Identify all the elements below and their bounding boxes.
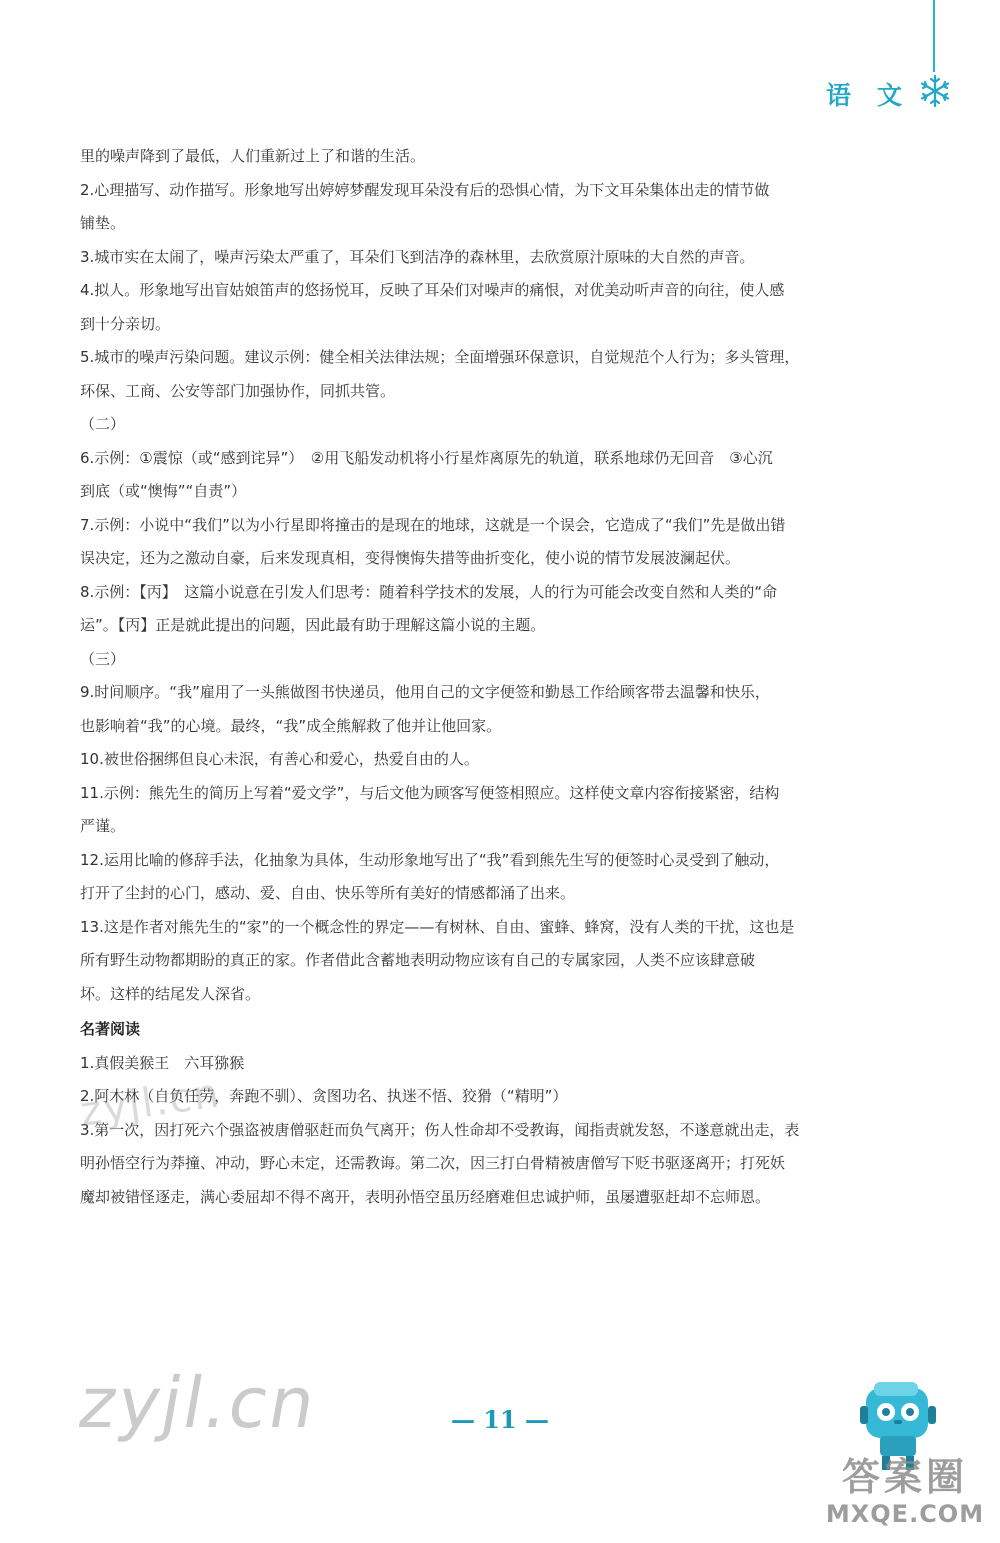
text-line: 11.示例：熊先生的简历上写着“爱文学”，与后文他为顾客写便签相照应。这样使文章内容衔接紧密，结构 [80, 783, 780, 802]
text-line: 5.城市的噪声污染问题。建议示例：健全相关法律法规；全面增强环保意识，自觉规范个人行为；多头管理， [80, 348, 800, 366]
site-watermark-cn: 答案圈 [841, 1455, 968, 1499]
text-line: 13.这是作者对熊先生的“家”的一个概念性的界定——有树林、自由、蜜蜂、蜂窝，没有人类的干扰，这也是 [80, 917, 795, 936]
text-line: 铺垫。 [80, 214, 126, 232]
text-line: 7.示例：小说中“我们”以为小行星即将撞击的是现在的地球，这就是一个误会，它造成了“我们”先是做出错 [80, 515, 786, 534]
text-line: 1.真假美猴王 六耳猕猴 [80, 1053, 245, 1072]
inline-watermark: zyjl.cn [77, 1070, 224, 1136]
text-line: 所有野生动物都期盼的真正的家。作者借此含蓄地表明动物应该有自己的专属家园，人类不应该肆意破 [80, 951, 756, 969]
text-line: 9.时间顺序。“我”雇用了一头熊做图书快递员，他用自己的文字便签和勤恳工作给顾客带去温馨和快乐， [80, 683, 770, 701]
text-line: 6.示例：①震惊（或“感到诧异”） ②用飞船发动机将小行星炸离原先的轨道，联系地球仍无回音 ③心沉 [80, 448, 773, 467]
text-line: 里的噪声降到了最低，人们重新过上了和谐的生活。 [80, 147, 426, 165]
text-line: 3.城市实在太闹了，噪声污染太严重了，耳朵们飞到洁净的森林里，去欣赏原汁原味的大自然的声音。 [80, 247, 755, 266]
text-line: 2.心理描写、动作描写。形象地写出婷婷梦醒发现耳朵没有后的恐惧心情，为下文耳朵集体出走的情节做 [80, 180, 770, 199]
header-vertical-line [933, 0, 935, 72]
snowflake-icon [917, 73, 953, 109]
subject-char-2: 文 [877, 81, 921, 110]
text-line: 8.示例：【丙】 这篇小说意在引发人们思考：随着科学技术的发展，人的行为可能会改变自然和人类的“命 [80, 582, 778, 601]
text-line: 坏。这样的结尾发人深省。 [80, 984, 261, 1003]
subject-char-1: 语 [826, 81, 870, 110]
site-watermark-en: MXQE.COM [825, 1500, 985, 1528]
text-line: 误决定，还为之激动自豪，后来发现真相，变得懊悔失措等曲折变化，使小说的情节发展波澜起伏。 [80, 549, 741, 567]
text-line: 运”。【丙】正是就此提出的问题，因此最有助于理解这篇小说的主题。 [80, 616, 546, 634]
text-line: 环保、工商、公安等部门加强协作，同抓共管。 [80, 381, 396, 400]
text-line: 也影响着“我”的心境。最终，“我”成全熊解救了他并让他回家。 [80, 716, 502, 735]
text-line: 明孙悟空行为莽撞、冲动，野心未定，还需教诲。第二次，因三打白骨精被唐僧写下贬书驱逐离开；打死妖 [80, 1154, 786, 1172]
page-number: — 11 — [450, 1405, 550, 1434]
site-watermark-logo: zyjl.cn [72, 1362, 324, 1444]
text-line: 魔却被错怪逐走，满心委屈却不得不离开，表明孙悟空虽历经磨难但忠诚护师，虽屡遭驱赶却不忘师恩。 [80, 1187, 771, 1206]
text-line: 4.拟人。形象地写出盲姑娘笛声的悠扬悦耳，反映了耳朵们对噪声的痛恨，对优美动听声音的向往，使人感 [80, 281, 785, 299]
section-heading: （三） [80, 649, 126, 668]
subject-title [826, 76, 920, 112]
section-heading-classics: 名著阅读 [80, 1020, 141, 1038]
section-heading: （二） [80, 415, 126, 433]
text-line: 到底（或“懊悔”“自责”） [80, 482, 247, 500]
answer-site-watermark [810, 1455, 1000, 1529]
text-line: 到十分亲切。 [80, 314, 171, 333]
answer-content [80, 140, 900, 1214]
text-line: 严谨。 [80, 817, 126, 835]
text-line: 打开了尘封的心门，感动、爱、自由、快乐等所有美好的情感都涌了出来。 [80, 884, 576, 902]
text-line: 3.第一次，因打死六个强盗被唐僧驱赶而负气离开；伤人性命却不受教诲，闻指责就发怒，不遂意就出走，表 [80, 1120, 800, 1139]
text-line: 2.阿木林（自负任劳，奔跑不驯）、贪图功名、执迷不悟、狡猾（“精明”） [80, 1087, 568, 1105]
text-line: 12.运用比喻的修辞手法，化抽象为具体，生动形象地写出了“我”看到熊先生写的便签时心灵受到了触动， [80, 850, 780, 869]
text-line: 10.被世俗捆绑但良心未泯，有善心和爱心，热爱自由的人。 [80, 750, 479, 768]
